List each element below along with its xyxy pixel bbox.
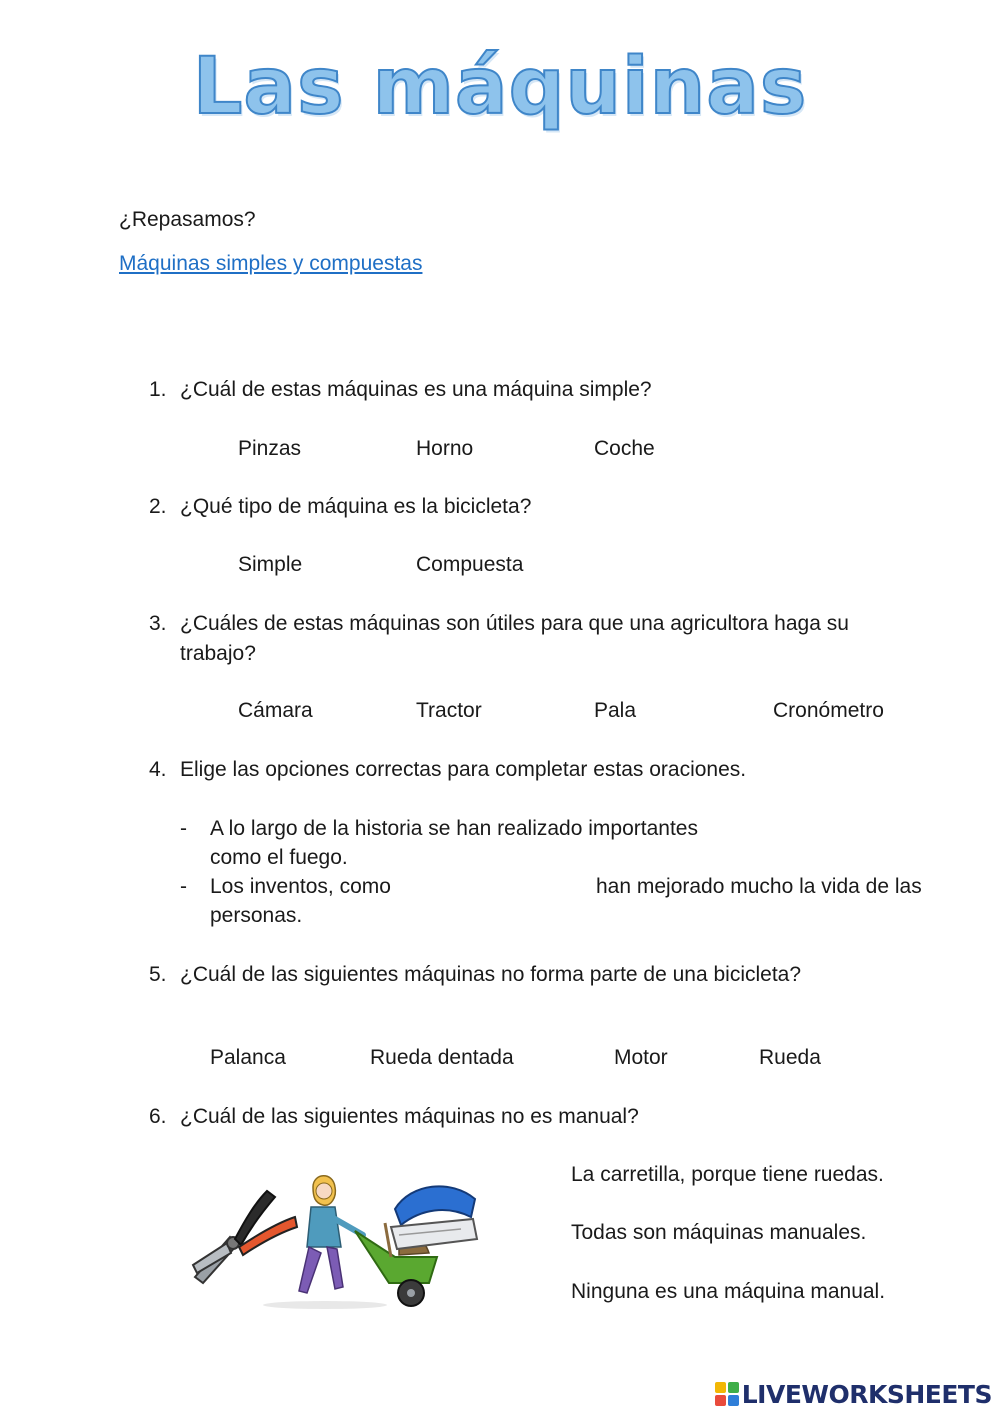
q3-text-line1: ¿Cuáles de estas máquinas son útiles para que una agricultora haga su bbox=[180, 612, 849, 635]
machines-illustration bbox=[185, 1165, 485, 1310]
q1-number: 1. bbox=[149, 378, 167, 401]
q2-number: 2. bbox=[149, 495, 167, 518]
q4-s2-text-end: personas. bbox=[210, 904, 303, 927]
q2-option-1[interactable]: Simple bbox=[238, 553, 303, 576]
q5-option-3[interactable]: Motor bbox=[614, 1046, 668, 1069]
q4-number: 4. bbox=[149, 758, 167, 781]
liveworksheets-mark-icon bbox=[715, 1382, 739, 1406]
q5-option-4[interactable]: Rueda bbox=[759, 1046, 821, 1069]
q1-text: ¿Cuál de estas máquinas es una máquina simple? bbox=[180, 378, 652, 401]
q3-text-line2: trabajo? bbox=[180, 642, 256, 665]
intro-question: ¿Repasamos? bbox=[119, 208, 256, 231]
q6-number: 6. bbox=[149, 1105, 167, 1128]
q1-option-1[interactable]: Pinzas bbox=[238, 437, 302, 460]
q4-s1-text: A lo largo de la historia se han realizado importantes bbox=[210, 817, 698, 840]
stapler-icon bbox=[391, 1186, 477, 1249]
liveworksheets-wordmark: LIVEWORKSHEETS bbox=[741, 1379, 992, 1409]
review-link[interactable]: Máquinas simples y compuestas bbox=[119, 252, 423, 275]
q1-option-3[interactable]: Coche bbox=[594, 437, 655, 460]
q2-option-2[interactable]: Compuesta bbox=[416, 553, 524, 576]
q4-s2-text: Los inventos, como bbox=[210, 875, 391, 898]
q5-option-2[interactable]: Rueda dentada bbox=[370, 1046, 514, 1069]
q5-text: ¿Cuál de las siguientes máquinas no forma parte de una bicicleta? bbox=[180, 963, 802, 986]
q1-option-2[interactable]: Horno bbox=[416, 437, 474, 460]
q3-number: 3. bbox=[149, 612, 167, 635]
liveworksheets-logo bbox=[715, 1377, 992, 1411]
q3-option-1[interactable]: Cámara bbox=[238, 699, 313, 722]
q3-option-4[interactable]: Cronómetro bbox=[773, 699, 884, 722]
q4-s2-text-after-blank: han mejorado mucho la vida de las bbox=[596, 875, 922, 898]
q2-text: ¿Qué tipo de máquina es la bicicleta? bbox=[180, 495, 532, 518]
q3-option-2[interactable]: Tractor bbox=[416, 699, 482, 722]
q6-text: ¿Cuál de las siguientes máquinas no es manual? bbox=[180, 1105, 639, 1128]
q6-option-1[interactable]: La carretilla, porque tiene ruedas. bbox=[571, 1163, 884, 1186]
q5-number: 5. bbox=[149, 963, 167, 986]
q4-s1-text-end: como el fuego. bbox=[210, 846, 348, 869]
q5-option-1[interactable]: Palanca bbox=[210, 1046, 286, 1069]
q3-option-3[interactable]: Pala bbox=[594, 699, 637, 722]
q4-s2-dash: - bbox=[180, 875, 187, 898]
q6-option-3[interactable]: Ninguna es una máquina manual. bbox=[571, 1280, 886, 1303]
q4-text: Elige las opciones correctas para completar estas oraciones. bbox=[180, 758, 747, 781]
q6-option-2[interactable]: Todas son máquinas manuales. bbox=[571, 1221, 867, 1244]
q4-s1-dash: - bbox=[180, 817, 187, 840]
page-title: Las máquinas bbox=[192, 42, 808, 132]
pliers-icon bbox=[193, 1191, 297, 1283]
